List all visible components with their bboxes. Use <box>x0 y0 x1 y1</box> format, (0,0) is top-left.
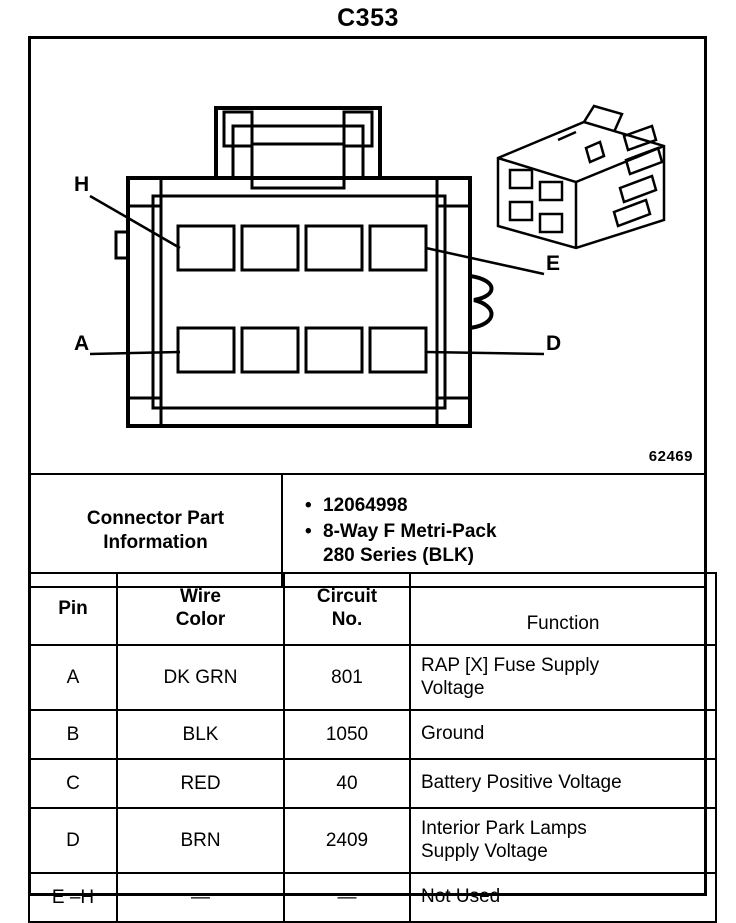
cell-function <box>410 645 716 710</box>
table-row <box>29 759 716 808</box>
cell-function-line1: Interior Park Lamps <box>421 817 587 839</box>
header-wire-color-line2: Color <box>175 609 226 630</box>
header-circuit-no <box>284 573 410 645</box>
header-wire-color-line1: Wire <box>179 586 221 608</box>
cell-wire-color: DK GRN <box>117 645 284 710</box>
table-row <box>29 873 716 922</box>
callout-d: D <box>546 332 562 355</box>
bullet-dot-icon: • <box>305 521 312 543</box>
header-pin: Pin <box>29 573 117 645</box>
cpi-label-line2: Information <box>103 531 208 553</box>
cell-circuit-no: — <box>284 873 410 922</box>
cell-function-line1: RAP [X] Fuse Supply <box>421 654 600 676</box>
cell-pin: A <box>29 645 117 710</box>
connector-drawing <box>28 36 707 473</box>
header-circuit-line1: Circuit <box>316 586 378 608</box>
cell-wire-color: BRN <box>117 808 284 873</box>
table-header-row <box>29 573 716 645</box>
cell-function-line1: Battery Positive Voltage <box>421 772 622 794</box>
bullet-dot-icon: • <box>305 495 312 517</box>
table-row <box>29 808 716 873</box>
cpi-bullet-2-line2: 280 Series (BLK) <box>323 544 475 566</box>
cell-pin: B <box>29 710 117 759</box>
cell-function <box>410 808 716 873</box>
cell-wire-color: BLK <box>117 710 284 759</box>
header-function: Function <box>410 573 716 645</box>
callout-a: A <box>74 332 90 355</box>
cell-circuit-no: 801 <box>284 645 410 710</box>
page-title: C353 <box>337 4 399 32</box>
cell-function <box>410 873 716 922</box>
connector-part-information-table <box>28 473 707 588</box>
cell-function <box>410 710 716 759</box>
cpi-bullet-2 <box>305 520 705 566</box>
table-row <box>29 645 716 710</box>
cell-wire-color: RED <box>117 759 284 808</box>
cell-pin: E –H <box>29 873 117 922</box>
callout-e: E <box>546 252 561 275</box>
header-wire-color <box>117 573 284 645</box>
cell-circuit-no: 1050 <box>284 710 410 759</box>
diagram-reference-number: 62469 <box>648 448 693 465</box>
cell-pin: D <box>29 808 117 873</box>
cell-wire-color: — <box>117 873 284 922</box>
cpi-bullet-1-text: 12064998 <box>323 495 408 517</box>
cell-pin: C <box>29 759 117 808</box>
cell-function <box>410 759 716 808</box>
cell-function-line2: Voltage <box>421 677 485 699</box>
cell-function-line1: Ground <box>421 723 485 745</box>
cell-circuit-no: 40 <box>284 759 410 808</box>
table-row <box>29 710 716 759</box>
cell-function-line2: Supply Voltage <box>421 840 548 862</box>
cpi-bullet-2-line1: 8-Way F Metri-Pack <box>323 521 497 543</box>
connector-part-information-label <box>29 474 282 587</box>
connector-part-information-values <box>282 474 706 587</box>
connector-diagram <box>28 36 707 473</box>
table-row <box>29 474 706 587</box>
header-circuit-line2: No. <box>331 609 363 630</box>
cell-circuit-no: 2409 <box>284 808 410 873</box>
callout-h: H <box>74 173 90 196</box>
cpi-label-line1: Connector Part <box>86 507 225 529</box>
cpi-bullet-1 <box>305 494 705 517</box>
pin-assignment-table <box>28 572 717 923</box>
cpi-bullet-2-text <box>323 520 497 566</box>
cell-function-line1: Not Used <box>421 886 501 908</box>
